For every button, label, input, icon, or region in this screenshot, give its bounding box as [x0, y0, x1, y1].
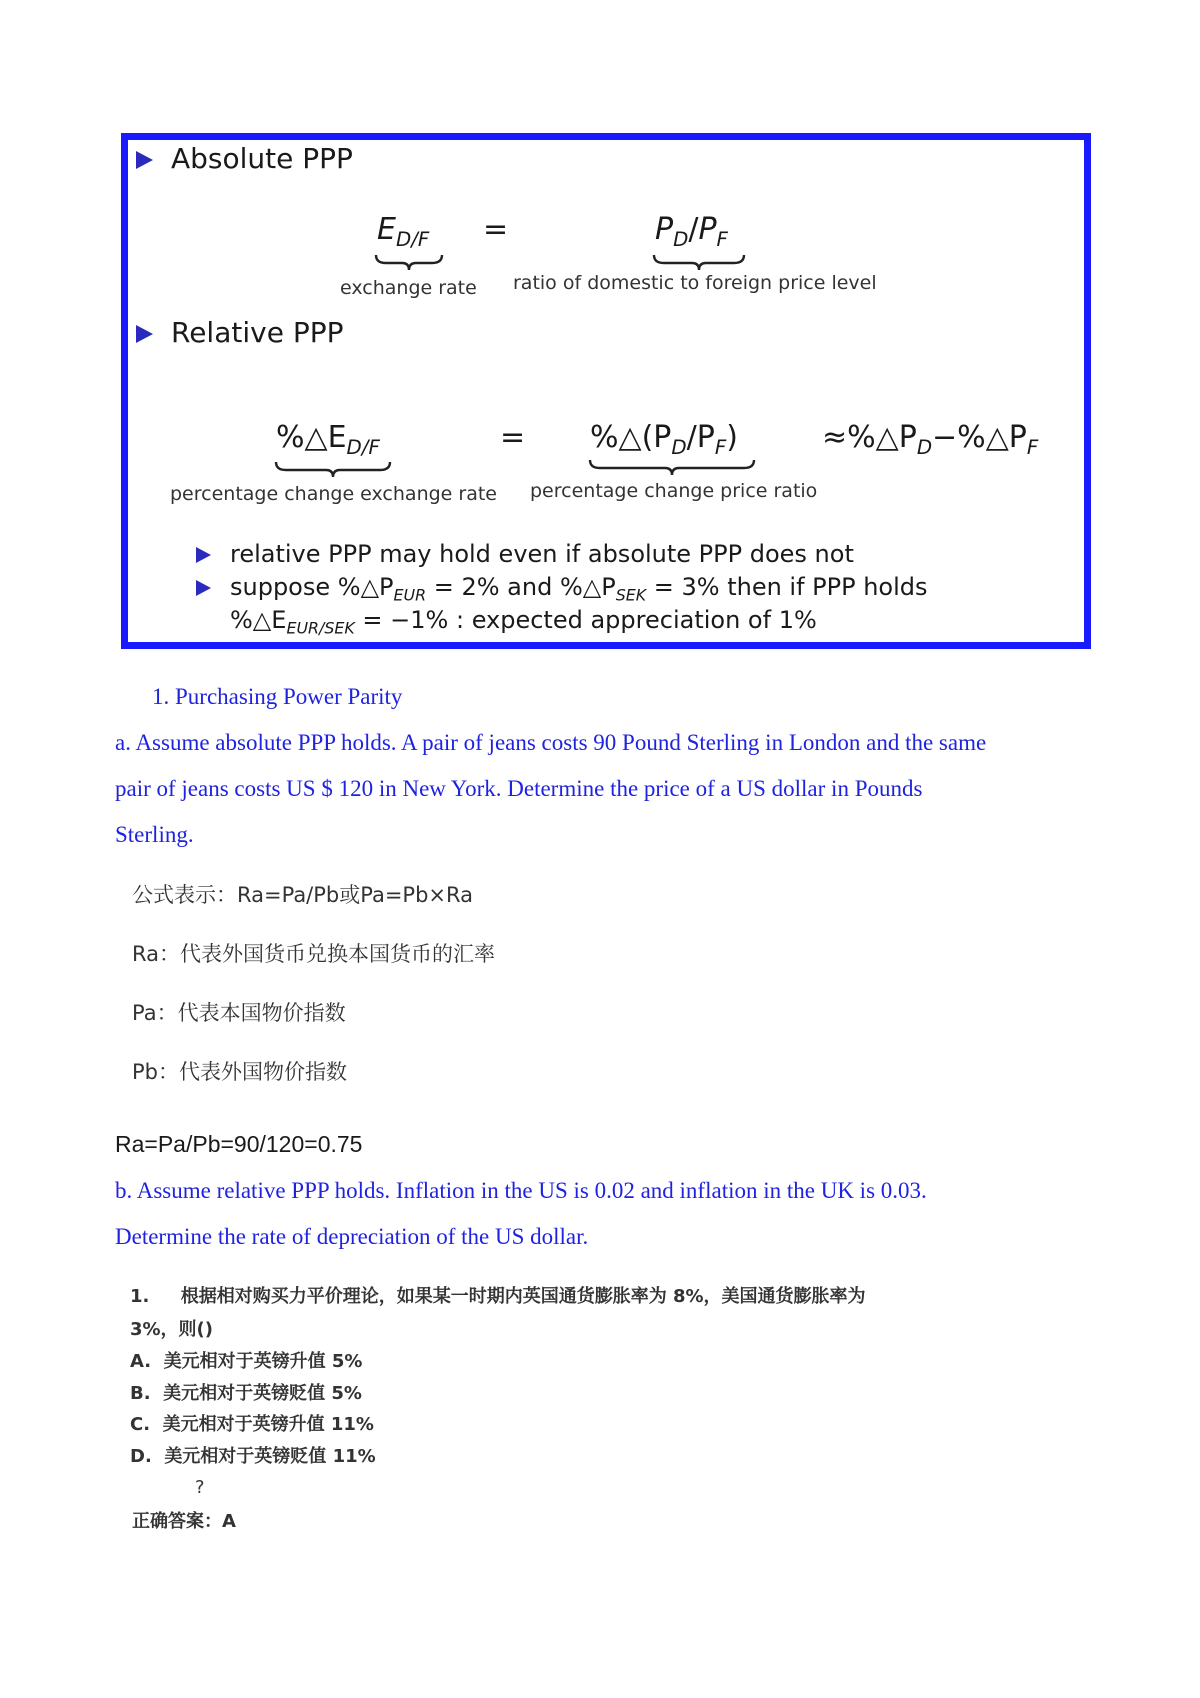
- mc-correct-answer: 正确答案：A: [132, 1511, 236, 1532]
- exchange-rate-label: exchange rate: [340, 277, 477, 299]
- bullet-triangle-icon: [196, 580, 211, 596]
- underbrace-icon: [274, 460, 394, 480]
- formula-pb-definition: Pb：代表外国物价指数: [132, 1060, 347, 1084]
- mc-question-line-2: 3%，则(): [130, 1319, 214, 1340]
- slide-frame: [121, 133, 1091, 649]
- underbrace-icon: [374, 253, 444, 273]
- question-heading: 1. Purchasing Power Parity: [152, 684, 403, 709]
- rel-lhs: $\%\triangle E_{D/F}$: [276, 420, 380, 459]
- question-a-line-3: Sterling.: [115, 822, 194, 847]
- answer-a: Ra=Pa/Pb=90/120=0.75: [115, 1131, 363, 1157]
- bullet-triangle-icon: [136, 325, 153, 343]
- bullet-triangle-icon: [136, 151, 153, 169]
- formula-line: 公式表示：Ra=Pa/Pb或Pa=Pb×Ra: [132, 883, 474, 907]
- mc-option-a: A. 美元相对于英镑升值 5%: [130, 1351, 363, 1372]
- mc-option-c: C. 美元相对于英镑升值 11%: [130, 1414, 374, 1435]
- question-b-line-1: b. Assume relative PPP holds. Inflation in the US is 0.02 and inflation in the UK is 0.03.: [115, 1178, 927, 1203]
- mc-option-d: D. 美元相对于英镑贬值 11%: [130, 1446, 376, 1467]
- mc-option-b: B. 美元相对于英镑贬值 5%: [130, 1383, 362, 1404]
- sub-bullet-suppose: suppose $\%\triangle P_{EUR} = 2\%$ and $\%\triangle P_{SEK} = 3\%$ then if PPP holds: [230, 573, 928, 605]
- abs-rhs: $P_D/P_F$: [655, 212, 728, 251]
- underbrace-icon: [588, 458, 758, 478]
- sub-bullet-expected: $\%\triangle E_{EUR/SEK} = -1\%$ : expected appreciation of 1%: [230, 606, 817, 638]
- pct-change-price-ratio-label: percentage change price ratio: [530, 480, 818, 502]
- rel-equals: =: [500, 420, 526, 455]
- formula-ra-definition: Ra：代表外国货币兑换本国货币的汇率: [132, 942, 495, 966]
- price-level-ratio-label: ratio of domestic to foreign price level: [513, 272, 877, 294]
- abs-equals: =: [483, 212, 509, 247]
- underbrace-icon: [652, 253, 746, 273]
- absolute-ppp-heading: Absolute PPP: [171, 142, 353, 175]
- abs-lhs: $E_{D/F}$: [377, 212, 430, 251]
- question-a-line-2: pair of jeans costs US $ 120 in New York. Determine the price of a US dollar in Pounds: [115, 776, 923, 801]
- rel-rhs: $\%\triangle(P_D/P_F)$: [590, 420, 738, 459]
- question-b-line-2: Determine the rate of depreciation of the US dollar.: [115, 1224, 589, 1249]
- rel-approx: $\approx\%\triangle P_D-\%\triangle P_F$: [822, 420, 1039, 459]
- sub-bullet-relative-hold: relative PPP may hold even if absolute PPP does not: [230, 540, 854, 568]
- question-a-line-1: a. Assume absolute PPP holds. A pair of jeans costs 90 Pound Sterling in London and the same: [115, 730, 987, 755]
- pct-change-exchange-rate-label: percentage change exchange rate: [170, 483, 497, 505]
- formula-pa-definition: Pa：代表本国物价指数: [132, 1001, 346, 1025]
- mc-question-mark: ?: [195, 1477, 205, 1498]
- relative-ppp-heading: Relative PPP: [171, 316, 344, 349]
- mc-question-line-1-wrap: [130, 1282, 965, 1308]
- bullet-triangle-icon: [196, 547, 211, 563]
- mc-question-line-1: 1. 根据相对购买力平价理论，如果某一时期内英国通货膨胀率为 8%，美国通货膨胀率为: [130, 1286, 866, 1307]
